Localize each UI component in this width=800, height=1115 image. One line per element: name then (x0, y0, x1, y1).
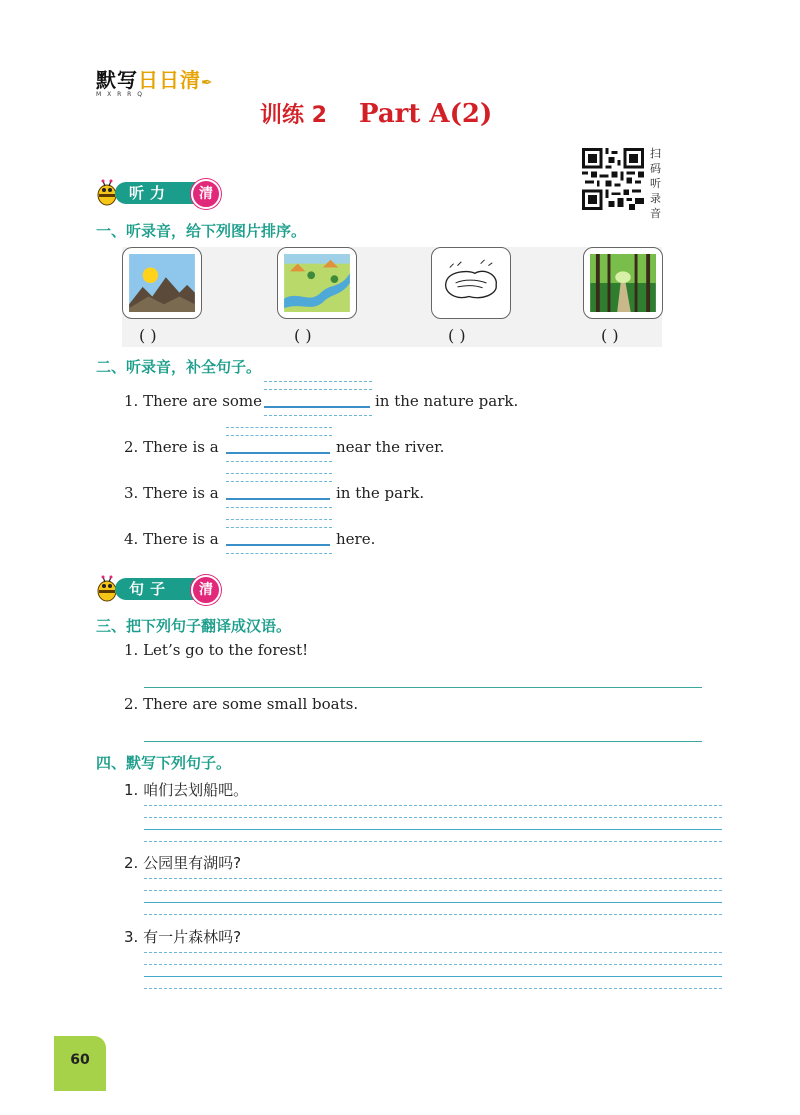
fill-sentence-2-end: near the river. (336, 438, 445, 456)
fill-sentence-3-end: in the park. (336, 484, 425, 502)
guide-dots (226, 461, 332, 462)
translate-sentence-1: 1. Let’s go to the forest! (124, 641, 309, 659)
writing-guide (144, 890, 722, 891)
guide-dots (264, 381, 372, 382)
guide-dots (226, 481, 332, 482)
section-badge-label: 听力 (115, 182, 207, 204)
picture-strip (122, 247, 662, 347)
page-number: 60 (54, 1036, 106, 1091)
question-title-3: 三、把下列句子翻译成汉语。 (96, 617, 292, 635)
mountains-picture-icon (129, 254, 195, 312)
guide-dots (226, 427, 332, 428)
picture-card-3 (431, 247, 511, 319)
logo-subtitle: M X R R Q (96, 91, 144, 98)
fill-sentence-1-start: 1. There are some (124, 392, 263, 410)
writing-guide (144, 841, 722, 842)
fill-sentence-1-end: in the nature park. (375, 392, 519, 410)
fill-blank-3[interactable] (226, 498, 330, 500)
question-title-4: 四、默写下列句子。 (96, 754, 232, 772)
guide-dots (264, 415, 372, 416)
writing-line-1[interactable] (144, 829, 722, 830)
qr-code-label: 扫码听录音 (650, 147, 661, 220)
section-badge-mark: 清 (191, 575, 221, 605)
logo-highlight-text: 日日清 (138, 68, 201, 92)
writing-guide (144, 952, 722, 953)
answer-paren-4[interactable]: ( ) (601, 326, 619, 345)
dictation-sentence-2: 2. 公园里有湖吗? (124, 854, 242, 872)
guide-dots (226, 519, 332, 520)
writing-guide (144, 964, 722, 965)
guide-dots (226, 527, 332, 528)
picture-card-2 (277, 247, 357, 319)
fill-blank-1[interactable] (264, 406, 370, 408)
picture-card-1 (122, 247, 202, 319)
section-badge-sentence (95, 573, 225, 603)
writing-line-2[interactable] (144, 902, 722, 903)
guide-dots (264, 389, 372, 390)
section-badge-mark: 清 (191, 179, 221, 209)
fill-blank-2[interactable] (226, 452, 330, 454)
brand-logo (96, 64, 246, 100)
logo-main-text: 默写 (96, 68, 138, 92)
fill-blank-4[interactable] (226, 544, 330, 546)
fill-sentence-4-end: here. (336, 530, 376, 548)
dictation-sentence-3: 3. 有一片森林吗? (124, 928, 242, 946)
fill-sentence-4-start: 4. There is a (124, 530, 219, 548)
picture-card-4 (583, 247, 663, 319)
guide-dots (226, 473, 332, 474)
answer-paren-1[interactable]: ( ) (139, 326, 157, 345)
writing-guide (144, 988, 722, 989)
lesson-part: Part A(2) (358, 99, 493, 129)
question-title-2: 二、听录音，补全句子。 (96, 358, 262, 376)
section-badge-listening (95, 177, 225, 207)
writing-guide (144, 878, 722, 879)
forest-picture-icon (590, 254, 656, 312)
translate-sentence-2: 2. There are some small boats. (124, 695, 359, 713)
writing-guide (144, 817, 722, 818)
dictation-sentence-1: 1. 咱们去划船吧。 (124, 781, 249, 799)
writing-guide (144, 805, 722, 806)
guide-dots (226, 553, 332, 554)
qr-code-icon[interactable] (582, 148, 644, 210)
writing-line-3[interactable] (144, 976, 722, 977)
fill-sentence-2-start: 2. There is a (124, 438, 219, 456)
answer-paren-3[interactable]: ( ) (448, 326, 466, 345)
fill-sentence-3-start: 3. There is a (124, 484, 219, 502)
section-badge-label: 句子 (115, 578, 207, 600)
answer-line-2[interactable] (144, 741, 702, 742)
river-picture-icon (284, 254, 350, 312)
writing-guide (144, 914, 722, 915)
guide-dots (226, 435, 332, 436)
pen-icon: ✒ (201, 75, 214, 91)
guide-dots (226, 507, 332, 508)
lesson-number: 训练 2 (260, 103, 327, 128)
answer-paren-2[interactable]: ( ) (294, 326, 312, 345)
answer-line-1[interactable] (144, 687, 702, 688)
question-title-1: 一、听录音，给下列图片排序。 (96, 222, 307, 240)
lake-drawing-icon (438, 254, 504, 312)
page-title (260, 98, 560, 138)
